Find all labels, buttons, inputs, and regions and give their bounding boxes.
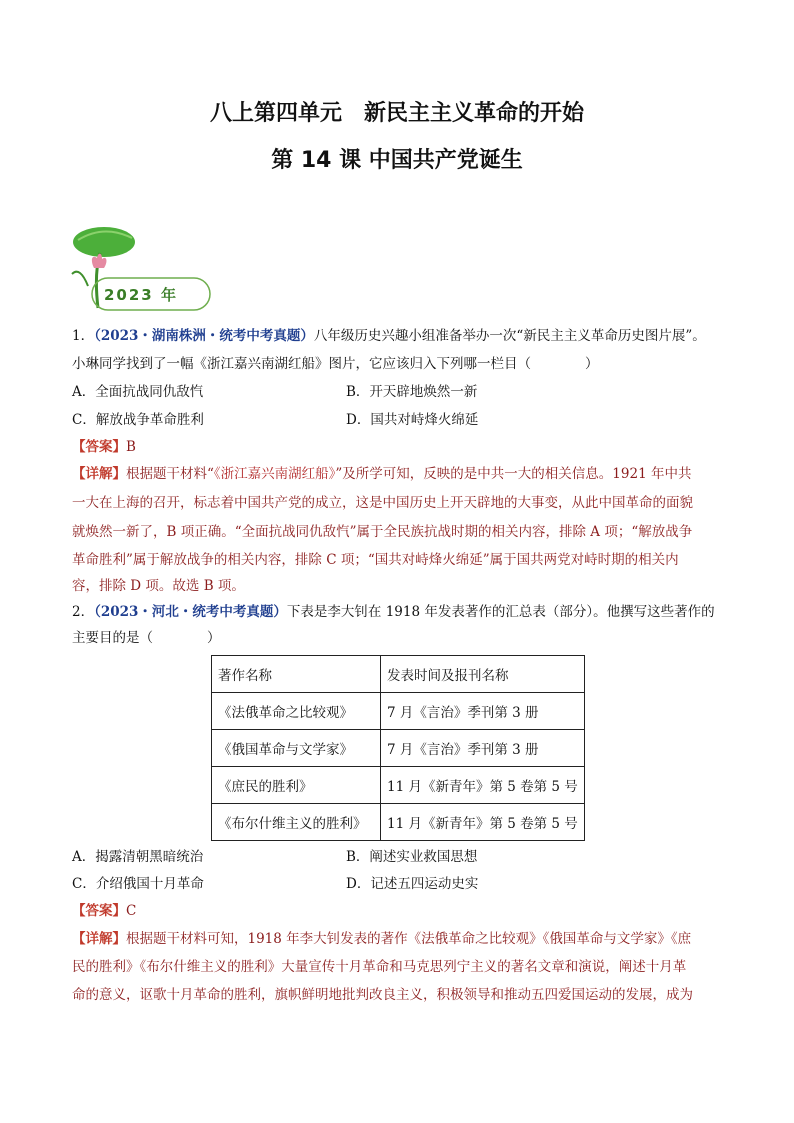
q1-detail-line2: 一大在上海的召开，标志着中国共产党的成立，这是中国历史上开天辟地的大事变，从此中国革命的面貌: [72, 495, 693, 511]
q2-number: 2．: [72, 604, 95, 620]
q2-option-a: A．揭露清朝黑暗统治: [72, 849, 204, 865]
q1-detail-line4: 革命胜利”属于解放战争的相关内容，排除 C 项；“国共对峙烽火绵延”属于国共两党对峙时期的相关内: [72, 552, 679, 568]
q1-option-d: D．国共对峙烽火绵延: [346, 412, 479, 428]
q2-detail-line1: [72, 929, 691, 949]
table-cell: 7 月《言治》季刊第 3 册: [381, 730, 585, 767]
q1-detail-label: 【详解】: [72, 466, 126, 482]
table-cell: 《庶民的胜利》: [212, 767, 381, 804]
q2-answer: [72, 901, 136, 921]
table-row: [212, 730, 585, 767]
table-cell: 《俄国革命与文学家》: [212, 730, 381, 767]
works-table: [211, 655, 585, 841]
q2-detail-line3: 命的意义，讴歌十月革命的胜利，旗帜鲜明地批判改良主义，积极领导和推动五四爱国运动的发展，成为: [72, 987, 693, 1003]
q1-stem-text: 八年级历史兴趣小组准备举办一次“新民主主义革命历史图片展”。: [313, 328, 706, 344]
q2-option-c: C．介绍俄国十月革命: [72, 876, 204, 892]
q1-answer: [72, 437, 136, 457]
q2-detail-label: 【详解】: [72, 931, 126, 947]
table-header-cell: 著作名称: [212, 656, 381, 693]
q1-stem-line1: [72, 326, 706, 346]
table-cell: 7 月《言治》季刊第 3 册: [381, 693, 585, 730]
q1-detail-text: ”及所学可知，反映的是中共一大的相关信息。1921 年中共: [335, 466, 692, 482]
table-cell: 《布尔什维主义的胜利》: [212, 804, 381, 841]
table-row: [212, 693, 585, 730]
q1-detail-line1: [72, 464, 691, 484]
q2-source: （2023・河北・统考中考真题）: [94, 604, 287, 620]
q1-stem-line2: 小琳同学找到了一幅《浙江嘉兴南湖红船》图片，它应该归入下列哪一栏目（ ）: [72, 356, 599, 372]
q2-stem-line1: [72, 602, 715, 622]
q2-detail-text: 根据题干材料可知，1918 年李大钊发表的著作《法俄革命之比较观》《俄国革命与文学家》《庶: [126, 931, 692, 947]
table-cell: 11 月《新青年》第 5 卷第 5 号: [381, 804, 585, 841]
q1-source: （2023・湖南株洲・统考中考真题）: [94, 328, 314, 344]
q2-option-d: D．记述五四运动史实: [346, 876, 479, 892]
q2-option-b: B．阐述实业救国思想: [346, 849, 478, 865]
year-badge-label: 2023 年: [104, 286, 178, 304]
unit-title: 八上第四单元 新民主主义革命的开始: [209, 101, 584, 126]
table-cell: 《法俄革命之比较观》: [212, 693, 381, 730]
q1-option-a: A．全面抗战同仇敌忾: [72, 384, 204, 400]
table-row: [212, 767, 585, 804]
q2-stem-text: 下表是李大钊在 1918 年发表著作的汇总表（部分）。他撰写这些著作的: [286, 604, 715, 620]
lesson-title: 第 14 课 中国共产党诞生: [271, 148, 523, 173]
table-header-row: [212, 656, 585, 693]
table-header-cell: 发表时间及报刊名称: [381, 656, 585, 693]
table-row: [212, 804, 585, 841]
q2-answer-value: C: [126, 903, 137, 919]
q1-answer-label: 【答案】: [72, 439, 126, 455]
q1-detail-line3: 就焕然一新了，B 项正确。“全面抗战同仇敌忾”属于全民族抗战时期的相关内容，排除 A 项；“解放战争: [72, 524, 693, 540]
q1-detail-text: 根据题干材料“: [126, 466, 214, 482]
q1-number: 1．: [72, 328, 95, 344]
q1-option-c: C．解放战争革命胜利: [72, 412, 204, 428]
q1-detail-line5: 容，排除 D 项。故选 B 项。: [72, 578, 245, 594]
q1-option-b: B．开天辟地焕然一新: [346, 384, 478, 400]
q2-detail-line2: 民的胜利》《布尔什维主义的胜利》大量宣传十月革命和马克思列宁主义的著名文章和演说，阐述十月革: [72, 959, 687, 975]
q1-detail-quote: 《浙江嘉兴南湖红船》: [213, 466, 336, 482]
q2-stem-line2: 主要目的是（ ）: [72, 630, 221, 646]
q2-answer-label: 【答案】: [72, 903, 126, 919]
q1-answer-value: B: [126, 439, 136, 455]
table-cell: 11 月《新青年》第 5 卷第 5 号: [381, 767, 585, 804]
